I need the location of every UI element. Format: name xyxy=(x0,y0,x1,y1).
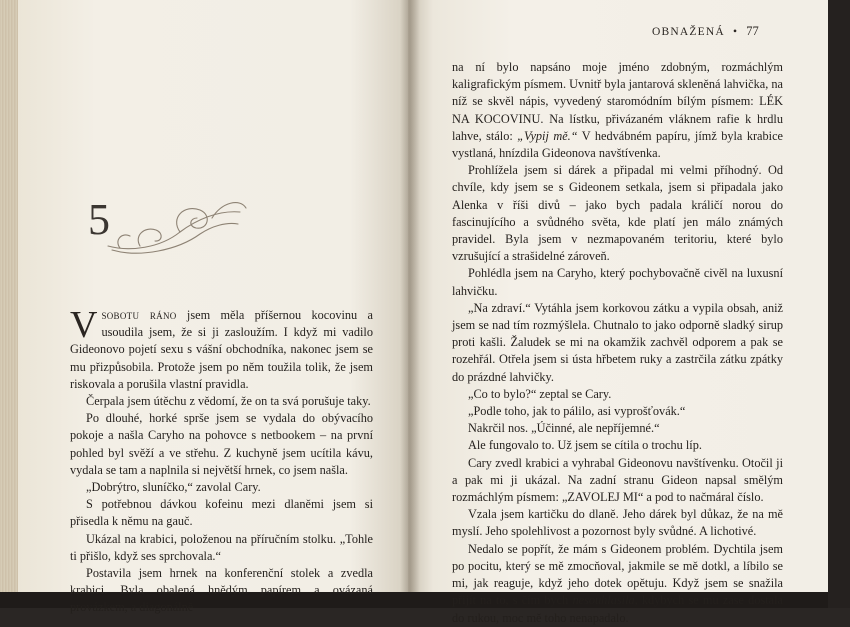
paragraph: Pohlédla jsem na Caryho, který pochybovačně civěl na luxusní lahvičku. xyxy=(452,266,783,298)
paragraph: Ale fungovalo to. Už jsem se cítila o trochu líp. xyxy=(468,438,702,453)
paragraph: Po dlouhé, horké sprše jsem se vydala do obývacího pokoje a našla Caryho na pohovce s netbookem – na první pohled byl svěží a ve střehu. Z kuchyně jsem ucítila kávu, vydala se tam a naplnila si největší hrnek, co jsem našla. xyxy=(70,411,373,477)
last-paragraph xyxy=(452,541,783,627)
left-page-body xyxy=(70,304,373,617)
chapter-flourish-ornament xyxy=(100,188,250,258)
opening-paragraph-text: jsem měla příšernou kocovinu a usoudila jsem, že si ji zasloužím. I když mi vadilo Gideonovo pojetí sexu s vášní obchodníka, nakonec jsem se mu přizpůsobila. Protože jsem po něm toužila tolik, že jsem riskovala a porušila vlastní pravidla. xyxy=(70,308,373,391)
continued-text-a: na ní bylo napsáno moje jméno zdobným, rozmáchlým kaligrafickým písmem. Uvnitř byla jantarová skleněná lahvička, na níž se skvěl nápis, vyvedený staromódním bílým písmem: LÉK NA KOCOVINU. Na lístku, přivázaném vláknem rafie k hrdlu lahve, stálo: xyxy=(452,60,783,143)
paragraph: „Podle toho, jak to pálilo, asi vyprošťovák.“ xyxy=(468,404,686,419)
paragraph: S potřebnou dávkou kofeinu mezi dlaněmi jsem si přisedla k němu na gauč. xyxy=(70,497,373,529)
paragraph: Postavila jsem hrnek na konferenční stolek a zvedla krabici. Byla obalená hnědým papírem a ovázaná provázkem, a diagonálně xyxy=(70,566,373,615)
last-italic: nesouhlasila xyxy=(572,593,635,608)
paragraph: „Dobrýtro, sluníčko,“ zavolal Cary. xyxy=(86,480,261,495)
drop-cap: V xyxy=(70,304,98,346)
right-page-body xyxy=(452,59,783,627)
continued-paragraph xyxy=(452,59,783,162)
paragraph: Cary zvedl krabici a vyhrabal Gideonovu navštívenku. Otočil ji a pak mi ji ukázal. Na zadní stranu Gideon napsal smělým rozmáchlým písmem: „ZAVOLEJ MI“ a pod to načmáral číslo. xyxy=(452,455,783,505)
paragraph: Čerpala jsem útěchu z vědomí, že on ta svá porušuje taky. xyxy=(86,394,371,409)
paragraph: Prohlížela jsem si dárek a připadal mi velmi příhodný. Od chvíle, kdy jsem se s Gideonem setkala, jsem si připadala jako Alenka v říši divů – jako bych padala králičí norou do fascinujícího a svůdného světa, kde platí jen málo známých pravidel. Byla jsem v nezmapovaném teritoriu, které bylo vzrušující a strašidelné zároveň. xyxy=(452,163,783,264)
running-header xyxy=(652,24,759,39)
page-number: 77 xyxy=(746,24,759,38)
continued-text-b: V hedvábném papíru, jímž byla krabice vystlaná, hnízdila Gideonova navštívenka. xyxy=(452,128,783,161)
header-title: OBNAŽENÁ xyxy=(652,26,725,38)
book-gutter xyxy=(400,0,420,600)
paragraph: „Na zdraví.“ Vytáhla jsem korkovou zátku a vypila obsah, aniž jsem se nad tím rozmýšlela. Chutnalo to jako odporně sladký sirup proti kašli. Žaludek se mi na okamžik zachvěl odporem a pak se rozehřál. Otřela jsem si ústa hřbetem ruky a zastrčila zátku zpátky do prázdné lahvičky. xyxy=(452,300,783,384)
paragraph: „Co to bylo?“ zeptal se Cary. xyxy=(468,386,612,401)
chapter-number: 5 xyxy=(88,195,110,244)
opening-smallcaps: sobotu ráno xyxy=(101,308,177,322)
paragraph: Nakrčil nos. „Účinné, ale nepříjemné.“ xyxy=(468,421,660,436)
paragraph: Vzala jsem kartičku do dlaně. Jeho dárek byl důkaz, že na mě myslí. Jeho spolehlivost a pozornost byly svůdné. A lichotivé. xyxy=(452,507,783,539)
last-text-a: Nedalo se popřít, že mám s Gideonem problém. Dychtila jsem po pocitu, který se mě zmocňoval, jakmile se mě dotkl, a líbilo se mi, jak reaguje, když jeho dotek opětuju. Když jsem se snažila přijít na to, s čím bych xyxy=(452,541,783,608)
last-text-b: , kdybych se mu zase dostala do rukou, moc mě toho nenapadalo. xyxy=(452,593,783,625)
header-separator: • xyxy=(732,26,739,38)
opening-paragraph xyxy=(70,304,373,393)
background-right xyxy=(828,0,850,608)
paragraph: Ukázal na krabici, položenou na příručním stolku. „Tohle ti přišlo, když ses sprchovala.“ xyxy=(70,531,373,563)
continued-italic: „Vypij mě.“ xyxy=(517,128,578,143)
